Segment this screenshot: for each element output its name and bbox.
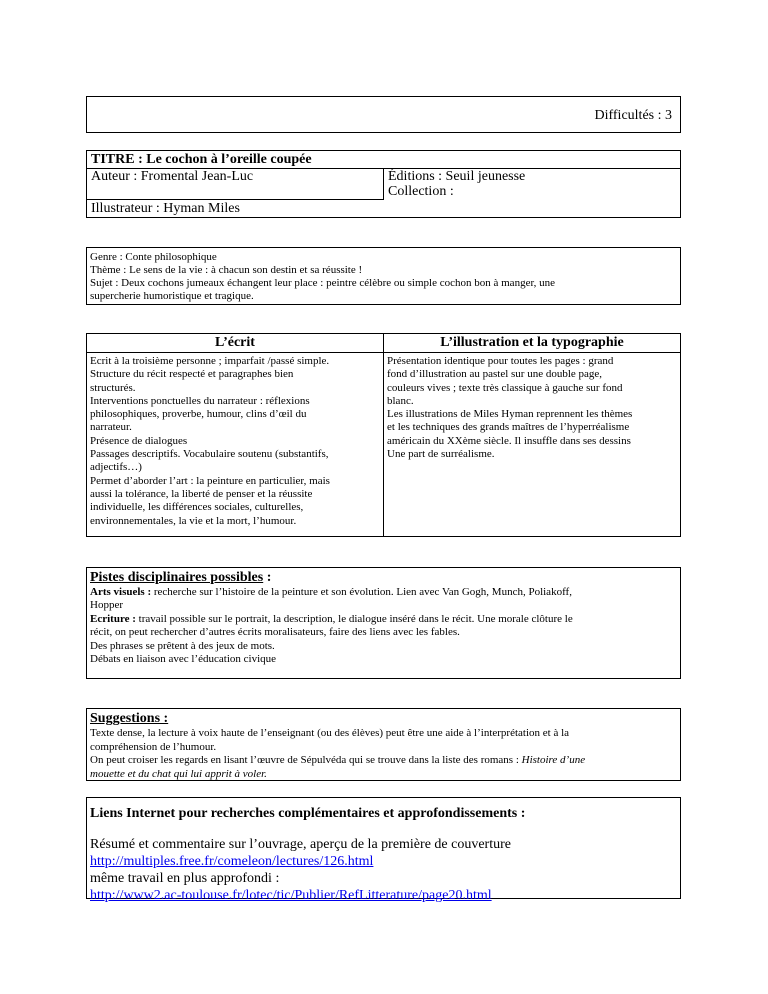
ecrit-line: environnementales, la vie et la mort, l’humour. xyxy=(90,514,297,527)
summary-subject: Sujet : Deux cochons jumeaux échangent leur place : peintre célèbre ou simple cochon bon à manger, une xyxy=(90,277,556,289)
illustration-line: Une part de surréalisme. xyxy=(387,448,495,461)
links-body xyxy=(90,836,511,904)
ecrit-line: Interventions ponctuelles du narrateur : réflexions xyxy=(90,394,310,407)
pistes-heading: Pistes disciplinaires possibles : xyxy=(90,570,272,585)
suggestions-line: Texte dense, la lecture à voix haute de l’enseignant (ou des élèves) peut être une aide à l’interprétation et à la xyxy=(90,727,570,739)
pistes-body xyxy=(90,586,675,666)
ecrit-line: Passages descriptifs. Vocabulaire soutenu (substantifs, xyxy=(90,448,329,461)
illustration-line: fond d’illustration au pastel sur une double page, xyxy=(387,368,603,381)
ecrit-line: structurés. xyxy=(90,381,136,394)
illustration-line: Présentation identique pour toutes les pages : grand xyxy=(387,355,614,367)
book-collection: Collection : xyxy=(388,184,454,199)
pistes-ecriture: Ecriture : travail possible sur le portrait, la description, le dialogue inséré dans le récit. Une morale clôture le xyxy=(90,612,573,625)
book-illustrator: Illustrateur : Hyman Miles xyxy=(91,201,240,216)
links-heading: Liens Internet pour recherches complémentaires et approfondissements : xyxy=(90,806,526,821)
illustration-line: américain du XXème siècle. Il insuffle dans ses dessins xyxy=(387,434,631,447)
suggestions-line: mouette et du chat qui lui apprit à voler. xyxy=(90,767,267,780)
book-info-box xyxy=(86,150,681,218)
ecrit-line: Présence de dialogues xyxy=(90,434,188,447)
book-title-row xyxy=(87,151,680,169)
difficulty-box xyxy=(86,96,681,133)
links-text: même travail en plus approfondi : xyxy=(90,871,280,886)
illustration-line: Les illustrations de Miles Hyman reprennent les thèmes xyxy=(387,408,633,421)
illustration-column xyxy=(387,355,677,461)
summary-lines xyxy=(90,251,555,303)
link-multiples[interactable]: http://multiples.free.fr/comeleon/lectures/126.html xyxy=(90,854,374,869)
divider xyxy=(87,199,384,200)
suggestions-body xyxy=(90,727,675,781)
summary-genre: Genre : Conte philosophique xyxy=(90,251,217,263)
links-box xyxy=(86,797,681,903)
summary-subject: supercherie humoristique et tragique. xyxy=(90,290,254,302)
ecrit-line: philosophiques, proverbe, humour, clins d’œil du xyxy=(90,408,307,421)
ecrit-line: narrateur. xyxy=(90,421,132,434)
divider xyxy=(383,168,384,199)
pistes-ecriture-cont: récit, on peut rechercher d’autres écrits moralisateurs, faire des liens avec les fables. xyxy=(90,626,460,639)
difficulty-label: Difficultés : 3 xyxy=(594,108,672,123)
suggestions-heading: Suggestions : xyxy=(90,711,169,726)
ecrit-line: Structure du récit respecté et paragraphes bien xyxy=(90,368,294,381)
book-author: Auteur : Fromental Jean-Luc xyxy=(91,169,254,184)
column-header-ecrit: L’écrit xyxy=(87,334,383,353)
book-publisher: Éditions : Seuil jeunesse xyxy=(388,169,526,184)
pistes-line: Débats en liaison avec l’éducation civique xyxy=(90,653,277,666)
links-text: Résumé et commentaire sur l’ouvrage, aperçu de la première de couverture xyxy=(90,837,511,852)
pistes-line: Des phrases se prêtent à des jeux de mots. xyxy=(90,639,275,652)
suggestions-box xyxy=(86,708,681,781)
suggestions-line: On peut croiser les regards en lisant l’œuvre de Sépulvéda qui se trouve dans la liste des romans : Histoire d’une xyxy=(90,754,586,766)
pistes-arts: Arts visuels : recherche sur l’histoire de la peinture et son évolution. Lien avec Van Gogh, Munch, Poliakoff, xyxy=(90,586,572,598)
summary-theme: Thème : Le sens de la vie : à chacun son destin et sa réussite ! xyxy=(90,264,363,276)
ecrit-line: adjectifs…) xyxy=(90,461,142,474)
ecrit-column xyxy=(90,355,379,528)
analysis-table xyxy=(86,333,681,537)
pistes-box xyxy=(86,567,681,679)
suggestions-line: compréhension de l’humour. xyxy=(90,740,217,753)
ecrit-line: individuelle, les différences sociales, culturelles, xyxy=(90,501,304,514)
book-title: TITRE : Le cochon à l’oreille coupée xyxy=(91,152,312,167)
illustration-line: et les techniques des grands maîtres de l’hyperréalisme xyxy=(387,421,630,434)
column-header-illustration: L’illustration et la typographie xyxy=(384,334,680,353)
illustration-line: blanc. xyxy=(387,394,414,407)
ecrit-line: aussi la tolérance, la liberté de penser et la réussite xyxy=(90,487,313,500)
pistes-arts-cont: Hopper xyxy=(90,599,123,612)
ecrit-line: Ecrit à la troisième personne ; imparfait /passé simple. xyxy=(90,355,330,367)
summary-box xyxy=(86,247,681,305)
link-ac-toulouse[interactable]: http://www2.ac-toulouse.fr/lotec/tic/Publier/RefLitterature/page20.html xyxy=(90,888,492,903)
column-divider xyxy=(383,334,384,536)
illustration-line: couleurs vives ; texte très classique à gauche sur fond xyxy=(387,381,623,394)
ecrit-line: Permet d’aborder l’art : la peinture en particulier, mais xyxy=(90,474,330,487)
